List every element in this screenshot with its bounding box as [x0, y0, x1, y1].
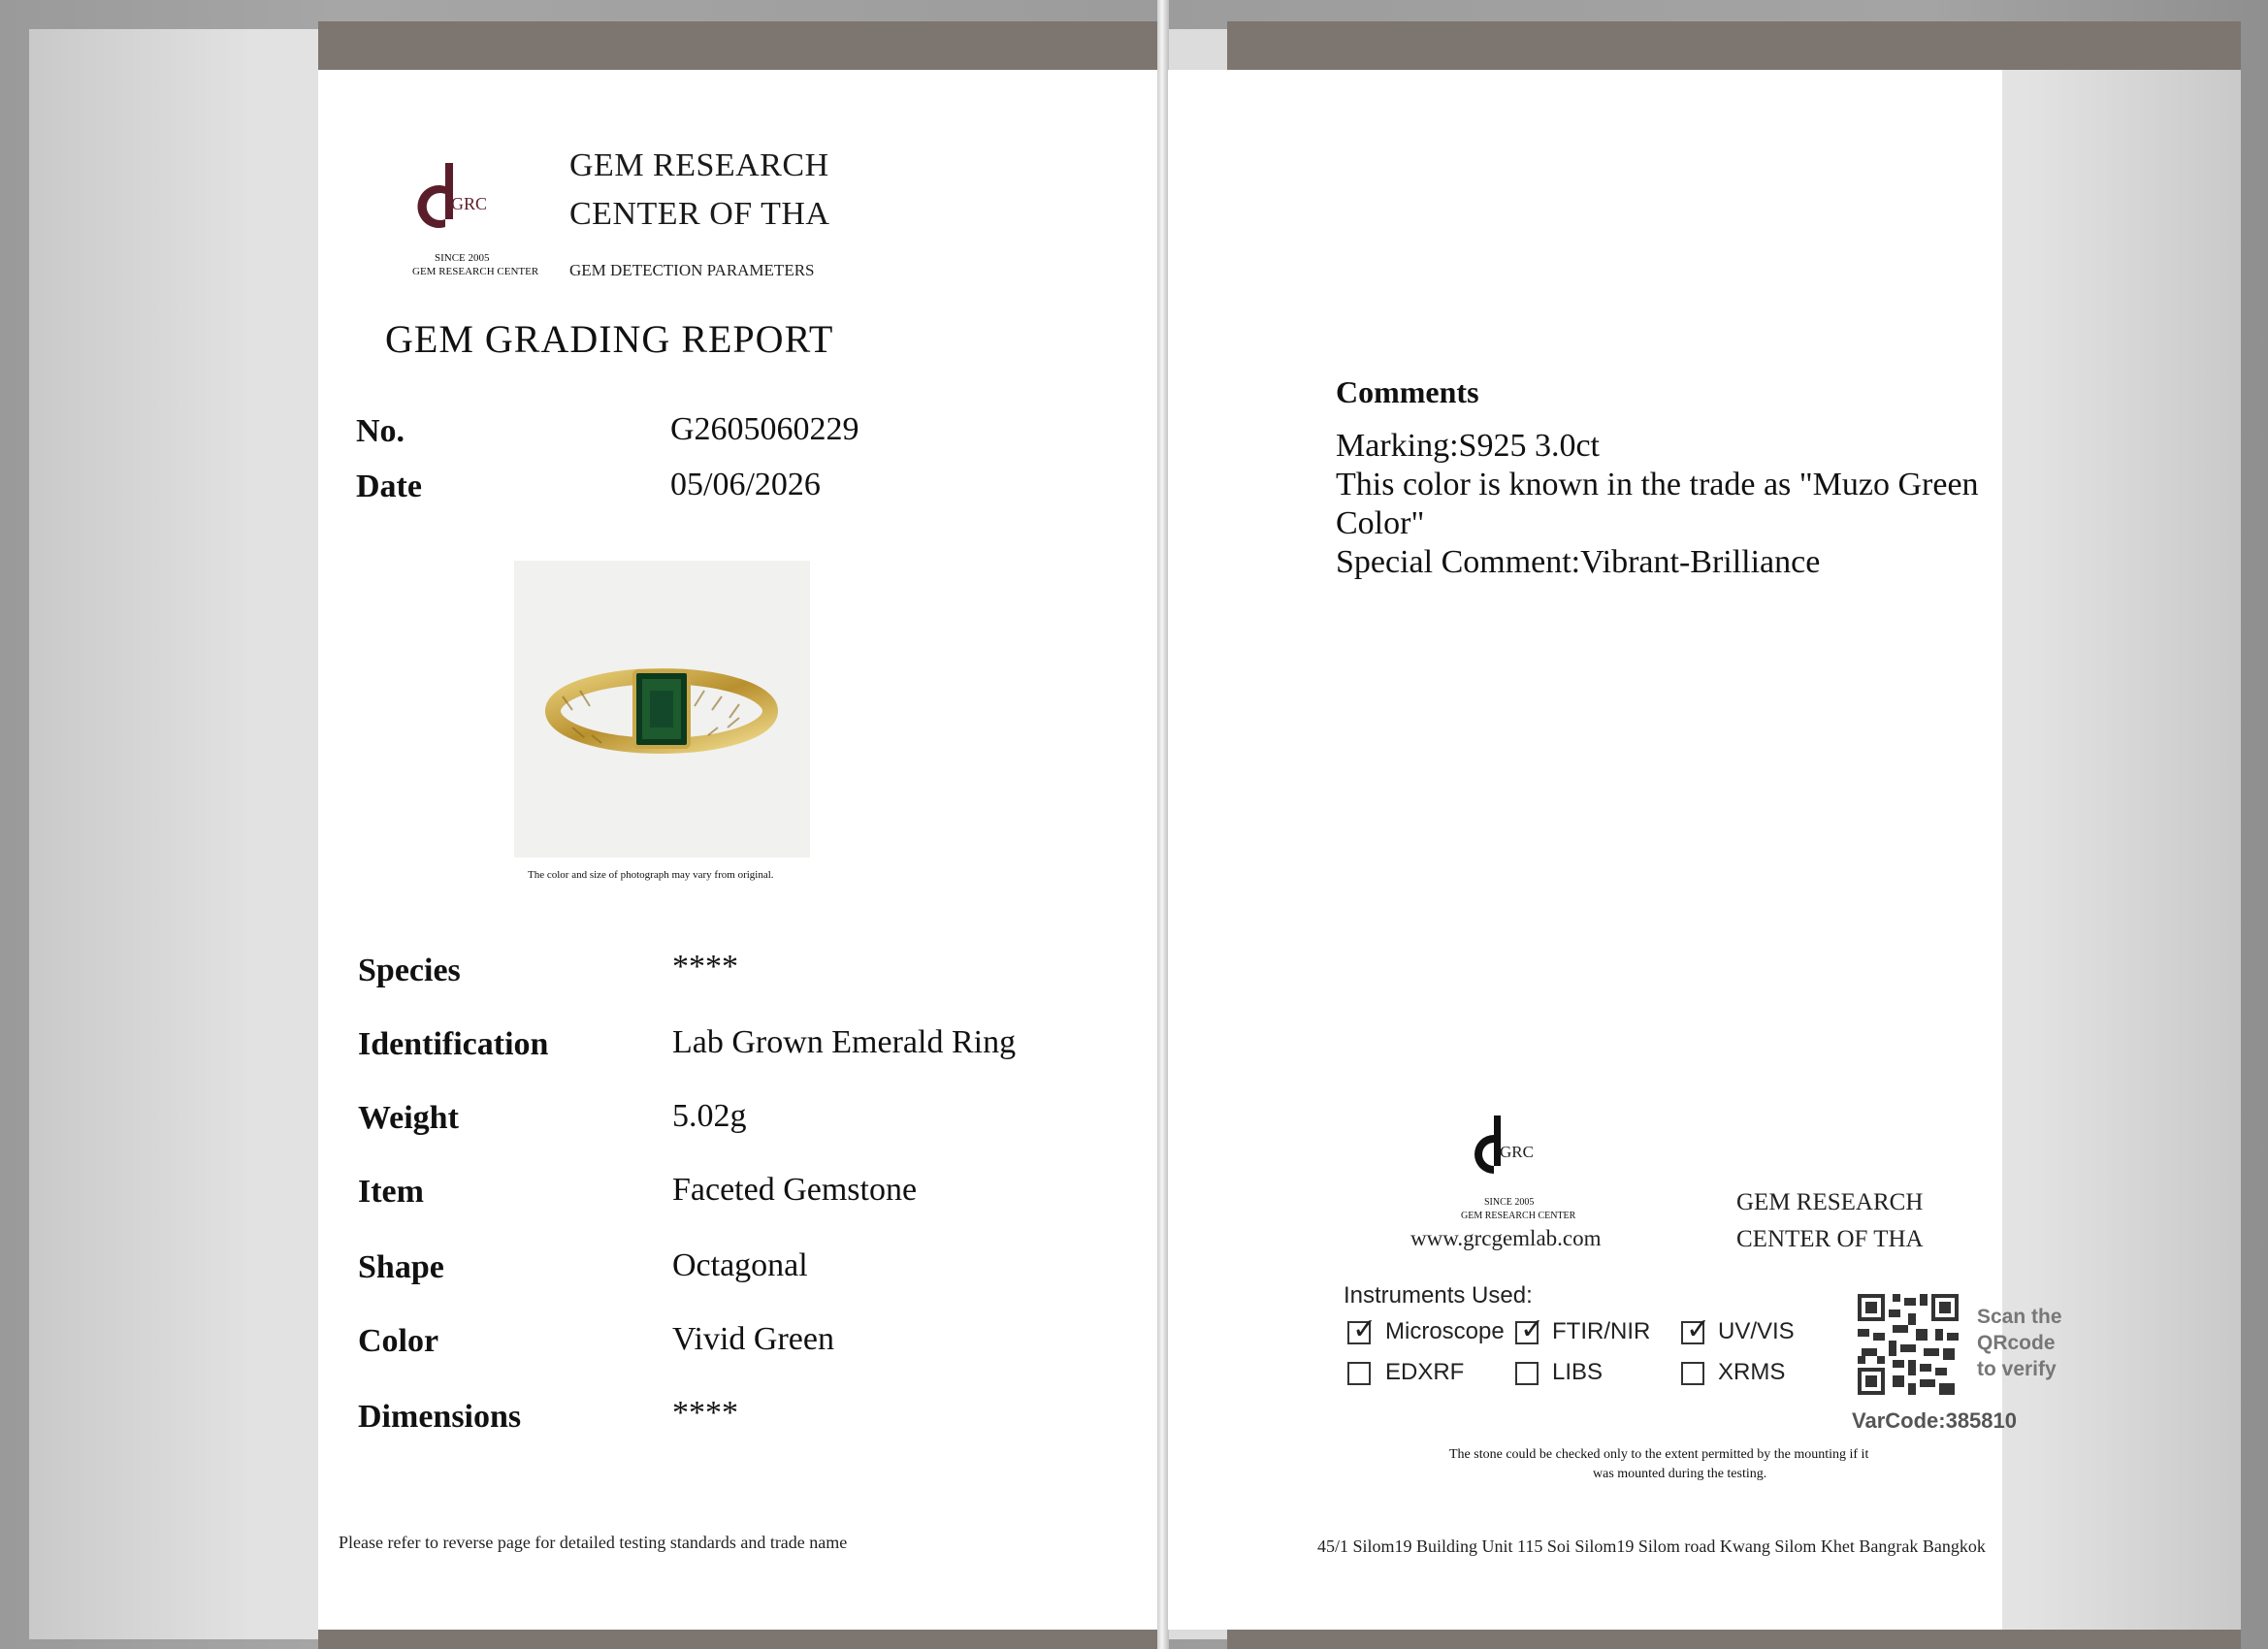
address: 45/1 Silom19 Building Unit 115 Soi Silom19 Silom road Kwang Silom Khet Bangrak Bangkok — [1317, 1536, 1986, 1556]
front-footer-note: Please refer to reverse page for detailed testing standards and trade name — [339, 1533, 848, 1552]
species-value: **** — [672, 949, 738, 985]
item-value: Faceted Gemstone — [672, 1172, 918, 1208]
weight-value: 5.02g — [672, 1098, 747, 1134]
report-title: GEM GRADING REPORT — [385, 317, 834, 361]
shape-value: Octagonal — [672, 1247, 808, 1283]
identification-value: Lab Grown Emerald Ring — [672, 1024, 1017, 1060]
date-value: 05/06/2026 — [670, 467, 821, 502]
check-icon: ✓ — [1520, 1312, 1545, 1346]
comment-line-3: Color" — [1336, 505, 1425, 541]
logo-bottom-grc-text: GRC — [1500, 1143, 1534, 1161]
comments-heading: Comments — [1336, 374, 1479, 409]
species-label: Species — [358, 953, 461, 988]
report-back-page — [1168, 70, 2062, 1630]
microscope-checkbox — [1347, 1312, 1377, 1346]
microscope-label: Microscope — [1385, 1318, 1505, 1344]
identification-label: Identification — [358, 1026, 549, 1062]
logo-bottom-since: SINCE 2005 — [1484, 1197, 1535, 1208]
weight-label: Weight — [358, 1100, 459, 1136]
color-label: Color — [358, 1323, 439, 1359]
brand-line-1: GEM RESEARCH — [1736, 1189, 1924, 1215]
libs-label: LIBS — [1552, 1359, 1604, 1385]
xrms-checkbox — [1681, 1362, 1704, 1385]
color-value: Vivid Green — [672, 1321, 834, 1357]
item-label: Item — [358, 1174, 424, 1210]
no-label: No. — [356, 413, 405, 449]
ftir-label: FTIR/NIR — [1552, 1318, 1651, 1344]
varcode: VarCode:385810 — [1852, 1408, 2017, 1433]
grc-logo-bottom — [1461, 1116, 1539, 1193]
left-top-band — [318, 21, 1157, 70]
logo-center-name: GEM RESEARCH CENTER — [412, 266, 539, 277]
left-bottom-band — [318, 1630, 1157, 1649]
emerald-ring-image — [514, 561, 810, 857]
dimensions-label: Dimensions — [358, 1399, 522, 1435]
disclaimer-line-1: The stone could be checked only to the extent permitted by the mounting if it — [1449, 1447, 1869, 1462]
header-line-3: GEM DETECTION PARAMETERS — [569, 261, 815, 279]
check-icon: ✓ — [1352, 1312, 1377, 1346]
right-bottom-band — [1227, 1630, 2241, 1649]
ftir-checkbox — [1515, 1312, 1545, 1346]
logo-grc-text: GRC — [451, 194, 488, 213]
grc-logo — [412, 163, 490, 250]
check-icon: ✓ — [1686, 1312, 1711, 1346]
date-label: Date — [356, 469, 422, 504]
no-value: G2605060229 — [670, 411, 859, 447]
right-top-band — [1227, 21, 2241, 70]
comment-line-2: This color is known in the trade as "Muzo Green — [1336, 467, 1979, 502]
website: www.grcgemlab.com — [1410, 1226, 1602, 1250]
edxrf-label: EDXRF — [1385, 1359, 1465, 1385]
dimensions-value: **** — [672, 1395, 738, 1431]
disclaimer-line-2: was mounted during the testing. — [1593, 1467, 1767, 1481]
header-line-1: GEM RESEARCH — [569, 147, 829, 183]
report-front-page — [318, 70, 1157, 1630]
uvvis-label: UV/VIS — [1718, 1318, 1795, 1344]
qr-code-icon — [1858, 1294, 1959, 1395]
verification-qr-code[interactable] — [1858, 1294, 1959, 1395]
libs-checkbox — [1515, 1362, 1539, 1385]
scan-text — [1977, 1304, 2064, 1382]
uvvis-checkbox — [1681, 1312, 1711, 1346]
scan-line-1: Scan the — [1977, 1306, 2062, 1328]
scan-line-3: to verify — [1977, 1358, 2057, 1380]
instruments-heading: Instruments Used: — [1344, 1282, 1533, 1309]
comment-line-4: Special Comment:Vibrant-Brilliance — [1336, 544, 1821, 580]
header-line-2: CENTER OF THA — [569, 196, 830, 232]
gem-photo — [514, 561, 810, 857]
comment-line-1: Marking:S925 3.0ct — [1336, 428, 1600, 464]
edxrf-checkbox — [1347, 1362, 1371, 1385]
photo-caption: The color and size of photograph may vary from original. — [528, 869, 774, 881]
logo-bottom-center-name: GEM RESEARCH CENTER — [1461, 1211, 1576, 1221]
brand-line-2: CENTER OF THA — [1736, 1226, 1924, 1252]
scan-line-2: QRcode — [1977, 1332, 2056, 1354]
logo-since: SINCE 2005 — [435, 252, 490, 264]
xrms-label: XRMS — [1718, 1359, 1786, 1385]
shape-label: Shape — [358, 1249, 444, 1285]
